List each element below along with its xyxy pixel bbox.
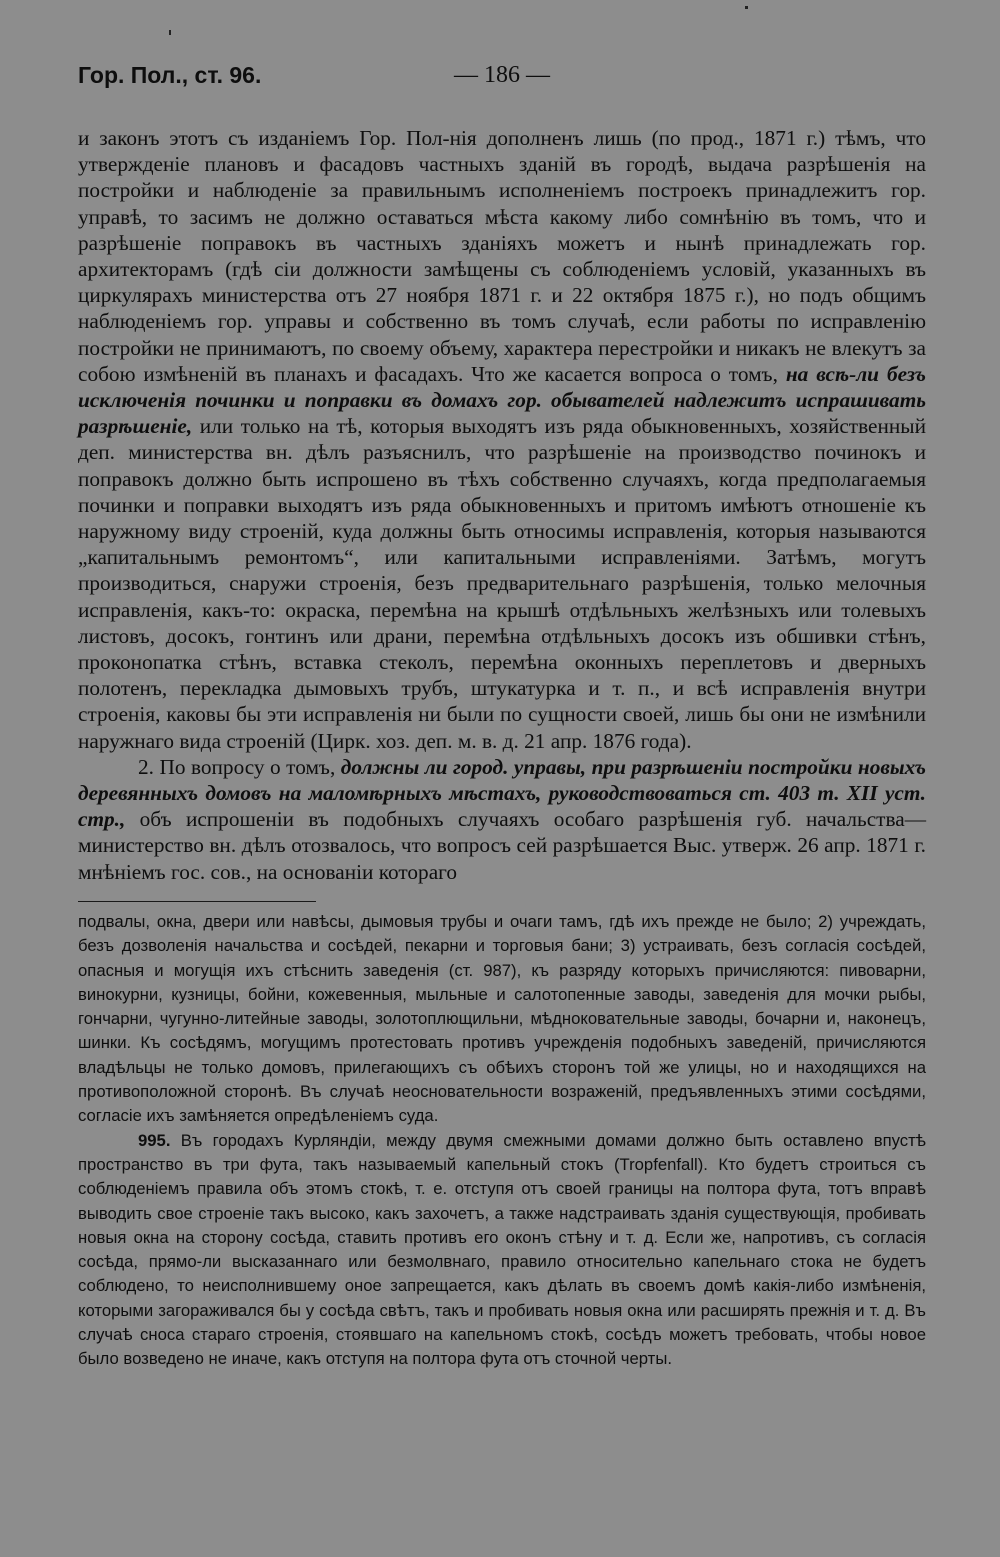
- scan-speck: [745, 6, 748, 9]
- paragraph-1: [78, 125, 926, 754]
- paragraph-2: [78, 754, 926, 885]
- paragraph-2-text: 2. По вопросу о томъ,: [138, 754, 336, 779]
- footnote: [78, 910, 926, 1372]
- scan-speck: [169, 30, 171, 35]
- running-head: [78, 62, 926, 96]
- article-number: 995.: [138, 1130, 171, 1150]
- footnote-divider: [78, 901, 316, 902]
- paragraph-1-text: и законъ этотъ съ изданіемъ Гор. Пол-нія дополненъ лишь (по прод., 1871 г.) тѣмъ, что утвержденіе плановъ и фасадовъ частныхъ зданій въ городѣ, выдача разрѣшенія на постройки и наблюденіе за правильнымъ исполненіемъ построекъ принадлежитъ гор. управѣ, то засимъ не должно оставаться мѣста какому либо сомнѣнію въ томъ, что и разрѣшеніе поправокъ въ частныхъ зданіяхъ можетъ и нынѣ принадлежать гор. архитекторамъ (гдѣ сіи должности замѣщены съ соблюденіемъ условій, указанныхъ въ циркулярахъ министерства отъ 27 ноября 1871 г. и 22 октября 1875 г.), но подъ общимъ наблюденіемъ гор. управы и собственно въ томъ случаѣ, если работы по исправленію постройки не принимаютъ, по своему объему, характера перестройки и никакъ не влекутъ за собою измѣненій въ планахъ и фасадахъ. Что же касается вопроса о томъ,: [78, 126, 926, 386]
- section-reference: Гор. Пол., ст. 96.: [78, 62, 262, 88]
- paragraph-2-continuation: объ испрошеніи въ подобныхъ случаяхъ особаго разрѣшенія губ. начальства—министерство вн. дѣлъ отозвалось, что вопросъ сей разрѣшается Выс. утверж. 26 апр. 1871 г. мнѣніемъ гос. сов., на основаніи котораго: [78, 807, 926, 884]
- paragraph-2-emphasis: должны ли город. управы, при разрѣшеніи постройки новыхъ деревянныхъ домовъ на маломѣрныхъ мѣстахъ, руководствоваться ст. 403 т. XII уст. стр.,: [78, 754, 927, 832]
- paragraph-1-continuation: или только на тѣ, которыя выходятъ изъ ряда обыкновенныхъ, хозяйственный деп. министерства вн. дѣлъ разъяснилъ, что разрѣшеніе на производство починокъ и поправокъ должно быть испрошено въ тѣхъ собственно случаяхъ, когда предполагаемыя починки и поправки выходятъ изъ ряда обыкновенныхъ и притомъ имѣютъ отношеніе къ наружному виду строеній, куда должны быть относимы исправленія, которыя называются „капитальнымъ ремонтомъ“, или капитальными исправленіями. Затѣмъ, могутъ производиться, снаружи строенія, безъ предварительнаго разрѣшенія, только мелочныя исправленія, какъ-то: окраска, перемѣна на крышѣ отдѣльныхъ желѣзныхъ или толевыхъ листовъ, досокъ, гонтинъ или драни, перемѣна отдѣльныхъ досокъ изъ обшивки стѣнъ, проконопатка стѣнъ, вставка стеколъ, перемѣна оконныхъ переплетовъ и дверныхъ полотенъ, перекладка дымовыхъ трубъ, штукатурка и т. п., и всѣ исправленія внутри строенія, каковы бы эти исправленія ни были по сущности своей, лишь бы они не измѣнили наружнаго вида строеній (Цирк. хоз. деп. м. в. д. 21 апр. 1876 года).: [78, 414, 926, 753]
- footnote-paragraph-2: [78, 1129, 926, 1372]
- paragraph-1-emphasis: на всѣ-ли безъ исключенія починки и поправки въ домахъ гор. обывателей надлежитъ испрашивать разрѣшеніе,: [78, 361, 926, 439]
- main-text: [78, 125, 926, 885]
- footnote-paragraph-1: подвалы, окна, двери или навѣсы, дымовыя трубы и очаги тамъ, гдѣ ихъ прежде не было; 2) учреждать, безъ дозволенія начальства и сосѣдей, пекарни и торговыя бани; 3) устраивать, безъ согласія сосѣдей, опасныя и могущія ихъ стѣснить заведенія (ст. 987), къ разряду которыхъ причисляются: пивоварни, винокурни, кузницы, бойни, кожевенныя, мыльные и салотопенные заводы, заведенія для мочки рыбы, гончарни, чугунно-литейные заводы, золотоплющильни, мѣдноковательные заводы, бочарни и, наконецъ, шинки. Къ сосѣдямъ, могущимъ протестовать противъ учрежденія подобныхъ заведеній, причисляются владѣльцы не только домовъ, прилегающихъ съ обѣихъ сторонъ той же улицы, но и находящихся на противоположной сторонѣ. Въ случаѣ неосновательности возраженій, предъявленныхъ этими сосѣдями, согласіе ихъ замѣняется опредѣленіемъ суда.: [78, 912, 926, 1126]
- footnote-paragraph-2-text: Въ городахъ Курляндіи, между двумя смежными домами должно быть оставлено впустѣ пространство въ три фута, такъ называемый капельный стокъ (Tropfenfall). Кто будетъ строиться съ соблюденіемъ правила объ этомъ стокѣ, т. е. отступя отъ своей границы на полтора фута, тотъ вправѣ выводить свое строеніе такъ высоко, какъ захочетъ, а также надстраивать зданія существующія, пробивать новыя окна на сторону сосѣда, ставить противъ его оконъ стѣну и т. д. Если же, напротивъ, съ согласія сосѣда, прямо-ли высказаннаго или безмолвнаго, правило относительно капельнаго стока не будетъ соблюдено, то неисполнившему оное запрещается, какъ дѣлать въ своемъ домѣ какія-либо измѣненія, которыми загораживался бы у сосѣда свѣтъ, такъ и пробивать новыя окна или расширять прежнія и т. д. Въ случаѣ сноса стараго строенія, стоявшаго на капельномъ стокѣ, сосѣдъ можетъ требовать, чтобы новое было возведено не иначе, какъ отступя на полтора фута отъ сточной черты.: [78, 1130, 926, 1369]
- page-number: — 186 —: [454, 62, 550, 88]
